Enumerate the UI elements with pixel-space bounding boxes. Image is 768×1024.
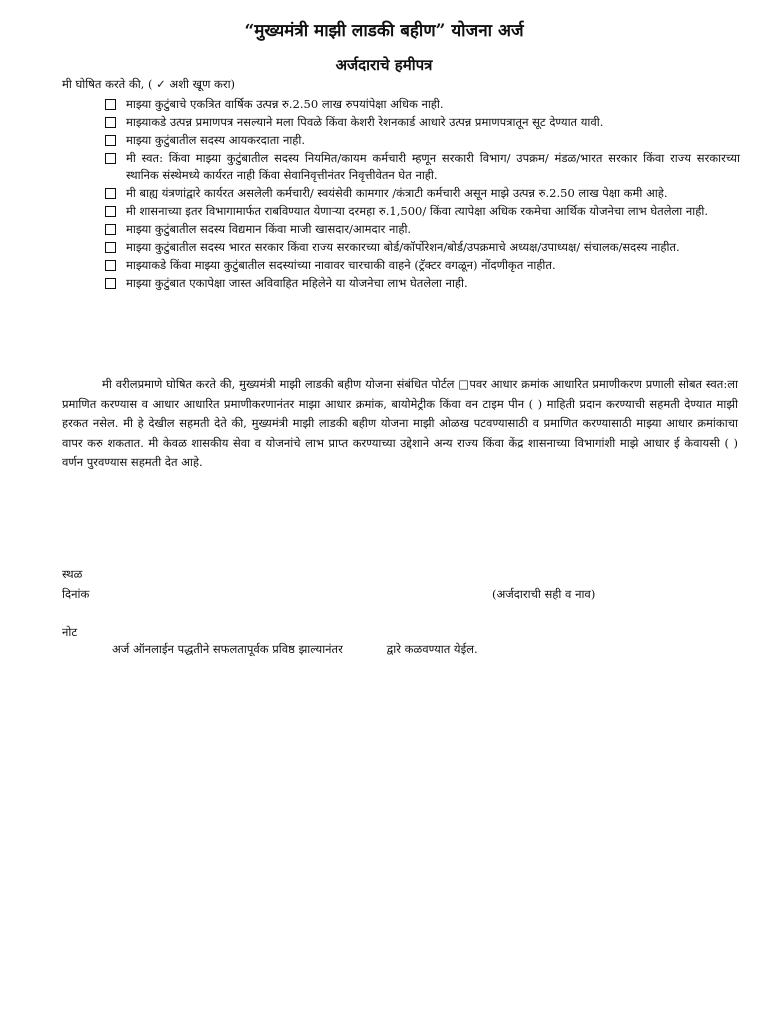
checklist-item [105,150,740,184]
declaration-checklist [105,96,740,293]
checklist-item [105,185,740,202]
checklist-item [105,257,740,274]
date-label: दिनांक [62,587,90,601]
checklist-item-text: माझ्या कुटुंबातील सदस्य विद्यमान किंवा माजी खासदार/आमदार नाही. [126,222,412,236]
checklist-item [105,114,740,131]
checkbox[interactable] [105,260,116,271]
note-text: अर्ज ऑनलाईन पद्धतीने सफलतापूर्वक प्रविष्ठ झाल्यानंतर द्वारे कळवण्यात येईल. [112,642,478,656]
signature-label: (अर्जदाराची सही व नाव) [492,587,596,601]
checklist-item [105,275,740,292]
checklist-item-text: मी शासनाच्या इतर विभागामार्फत राबविण्यात येणाऱ्या दरमहा रु.1,500/ किंवा त्यापेक्षा अधिक रकमेचा आर्थिक योजनेचा लाभ घेतलेला नाही. [126,204,709,218]
checkbox[interactable] [105,278,116,289]
checkbox[interactable] [105,224,116,235]
checkbox[interactable] [105,99,116,110]
checkbox[interactable] [105,153,116,164]
checklist-item-text: माझ्याकडे किंवा माझ्या कुटुंबातील सदस्यांच्या नावावर चारचाकी वाहने (ट्रॅक्टर वगळून) नोंदणीकृत नाहीत. [126,258,556,272]
checkbox[interactable] [105,242,116,253]
checkbox[interactable] [105,117,116,128]
checklist-item [105,96,740,113]
checklist-item-text: माझ्या कुटुंबातील सदस्य आयकरदाता नाही. [126,133,306,147]
consent-paragraph: मी वरीलप्रमाणे घोषित करते की, मुख्यमंत्री माझी लाडकी बहीण योजना संबंधित पोर्टल □पवर आधार क्रमांक आधारित प्रमाणीकरण प्रणाली सोबत स्वत:ला प्रमाणित करण्यास व आधार आधारित प्रमाणीकरणानंतर माझा आधार क्रमांक, बायोमेट्रीक किंवा वन टाइम पीन ( ) माहिती प्रदान करण्याची सहमती देण्यात माझी हरकत नसेल. मी हे देखील सहमती देते की, मुख्यमंत्री माझी लाडकी बहीण योजना माझी ओळख पटवण्यासाठी व प्रमाणित करण्यासाठी माझ्या आधार क्रमांकाचा वापर करु शकतात. मी केवळ शासकीय सेवा व योजनांचे लाभ प्राप्त करण्याच्या उद्देशाने अन्य राज्य किंवा केंद्र शासनाच्या विभागांशी माझे आधार ई केवायसी ( ) वर्णन पुरवण्यास सहमती देत आहे. [62,377,738,469]
form-subtitle: अर्जदाराचे हमीपत्र [335,56,433,74]
checklist-item [105,239,740,256]
checklist-item-text: माझ्या कुटुंबात एकापेक्षा जास्त अविवाहित महिलेने या योजनेचा लाभ घेतलेला नाही. [126,276,468,290]
declaration-intro: मी घोषित करते की, ( ✓ अशी खूण करा) [62,77,236,91]
checklist-item [105,221,740,238]
place-label: स्थळ [62,567,83,581]
checklist-item-text: मी स्वत: किंवा माझ्या कुटुंबातील सदस्य नियमित/कायम कर्मचारी म्हणून सरकारी विभाग/ उपक्रम/ मंडळ/भारत सरकार किंवा राज्य सरकारच्या स्थानिक संस्थेमध्ये कार्यरत नाही किंवा सेवानिवृत्तीनंतर निवृत्तीवेतन घेत नाही. [126,151,740,182]
checklist-item [105,203,740,220]
checklist-item-text: मी बाह्य यंत्रणांद्वारे कार्यरत असलेली कर्मचारी/ स्वयंसेवी कामगार /कंत्राटी कर्मचारी असून माझे उत्पन्न रु.2.50 लाख पेक्षा कमी आहे. [126,186,668,200]
form-title: “मुख्यमंत्री माझी लाडकी बहीण” योजना अर्ज [244,21,524,41]
checklist-item-text: माझ्याकडे उत्पन्न प्रमाणपत्र नसल्याने मला पिवळे किंवा केशरी रेशनकार्ड आधारे उत्पन्न प्रमाणपत्रातून सूट देण्यात यावी. [126,115,604,129]
checkbox[interactable] [105,135,116,146]
checklist-item-text: माझ्या कुटुंबाचे एकत्रित वार्षिक उत्पन्न रु.2.50 लाख रुपयांपेक्षा अधिक नाही. [126,97,444,111]
checklist-item [105,132,740,149]
checkbox[interactable] [105,188,116,199]
note-label: नोट [62,625,78,639]
checkbox[interactable] [105,206,116,217]
checklist-item-text: माझ्या कुटुंबातील सदस्य भारत सरकार किंवा राज्य सरकारच्या बोर्ड/कॉर्पोरेशन/बोर्ड/उपक्रमाचे अध्यक्ष/उपाध्यक्ष/ संचालक/सदस्य नाहीत. [126,240,680,254]
